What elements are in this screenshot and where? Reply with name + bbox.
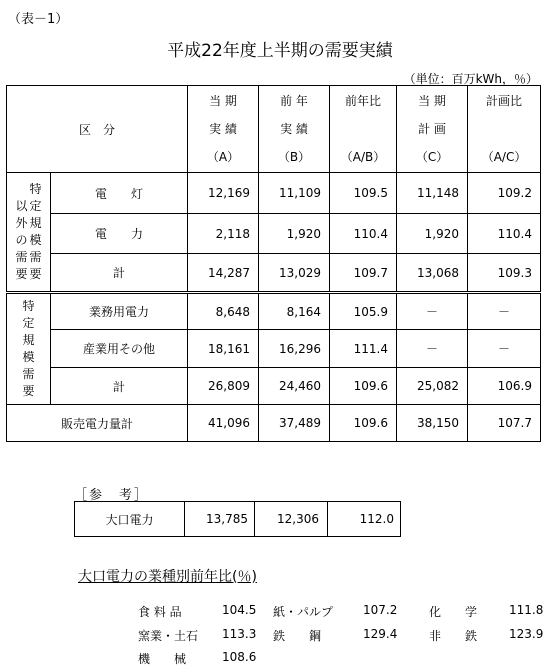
- cell-ac: －: [468, 330, 541, 368]
- cell-ac: 109.2: [468, 173, 541, 214]
- cell-b: 1,920: [259, 214, 330, 254]
- ref-ab: 112.0: [328, 502, 401, 537]
- header-prev: 前 年 実 績 （B）: [259, 86, 330, 173]
- cell-a: 18,161: [188, 330, 259, 368]
- table-row: [7, 173, 541, 214]
- industry-heading: 大口電力の業種別前年比(％): [78, 569, 257, 585]
- table-row: [75, 502, 401, 537]
- header-plan-ratio: 計画比 （A/C）: [468, 86, 541, 173]
- cell-b: 16,296: [259, 330, 330, 368]
- industry-value: 108.6: [222, 650, 257, 664]
- cell-c: 38,150: [397, 405, 468, 442]
- industry-value: 129.4: [363, 627, 398, 641]
- cell-a: 14,287: [188, 254, 259, 293]
- table-row: [7, 254, 541, 293]
- industry-name: 機 械: [138, 652, 187, 666]
- ref-label: 大口電力: [75, 502, 185, 537]
- cell-ab: 109.5: [330, 173, 397, 214]
- cell-b: 11,109: [259, 173, 330, 214]
- industry-name: 紙・パルプ: [273, 605, 334, 619]
- cell-ab: 109.7: [330, 254, 397, 293]
- cell-ab: 105.9: [330, 293, 397, 330]
- table-row: [7, 368, 541, 405]
- industry-name: 鉄 鋼: [273, 629, 322, 643]
- cell-ac: 109.3: [468, 254, 541, 293]
- industry-name: 非 鉄: [429, 629, 478, 643]
- row-label: 業務用電力: [51, 293, 188, 330]
- industry-name: 窯業・土石: [138, 629, 199, 643]
- table-row: [7, 293, 541, 330]
- industry-value: 123.9: [509, 627, 544, 641]
- industry-name: 食 料 品: [138, 605, 182, 619]
- table-row: [7, 330, 541, 368]
- demand-table: [6, 85, 541, 442]
- row-label: 計: [51, 368, 188, 405]
- cell-ab: 110.4: [330, 214, 397, 254]
- unit-note: （単位：百万kWh，％）: [403, 72, 538, 86]
- table-tag: （表－1）: [8, 12, 69, 27]
- cell-a: 2,118: [188, 214, 259, 254]
- cell-a: 12,169: [188, 173, 259, 214]
- cell-ab: 109.6: [330, 405, 397, 442]
- header-category: 区 分: [7, 86, 188, 173]
- cell-ac: 107.7: [468, 405, 541, 442]
- cell-c: －: [397, 330, 468, 368]
- cell-b: 13,029: [259, 254, 330, 293]
- cell-b: 37,489: [259, 405, 330, 442]
- cell-ac: 110.4: [468, 214, 541, 254]
- cell-ac: 106.9: [468, 368, 541, 405]
- cell-a: 8,648: [188, 293, 259, 330]
- cell-ab: 111.4: [330, 330, 397, 368]
- cell-c: 11,148: [397, 173, 468, 214]
- row-label: 販売電力量計: [7, 405, 188, 442]
- header-yoy: 前年比 （A/B）: [330, 86, 397, 173]
- cell-a: 41,096: [188, 405, 259, 442]
- table-row-total: [7, 405, 541, 442]
- cell-b: 24,460: [259, 368, 330, 405]
- industry-name: 化 学: [429, 605, 478, 619]
- ref-b: 12,306: [255, 502, 328, 537]
- ref-a: 13,785: [185, 502, 255, 537]
- table-row: [7, 214, 541, 254]
- cell-c: －: [397, 293, 468, 330]
- industry-value: 107.2: [363, 603, 398, 617]
- cell-b: 8,164: [259, 293, 330, 330]
- cell-c: 25,082: [397, 368, 468, 405]
- table-header-row: [7, 86, 541, 173]
- industry-value: 113.3: [222, 627, 257, 641]
- reference-heading: ［参 考］: [74, 488, 150, 503]
- cell-ab: 109.6: [330, 368, 397, 405]
- header-current: 当 期 実 績 （A）: [188, 86, 259, 173]
- cell-c: 13,068: [397, 254, 468, 293]
- cell-c: 1,920: [397, 214, 468, 254]
- group2-label: 特 定 規 模 需 要: [7, 293, 51, 405]
- header-plan: 当 期 計 画 （C）: [397, 86, 468, 173]
- cell-a: 26,809: [188, 368, 259, 405]
- row-label: 電 灯: [51, 173, 188, 214]
- industry-value: 104.5: [222, 603, 257, 617]
- row-label: 計: [51, 254, 188, 293]
- reference-table: [74, 501, 401, 537]
- page-title: 平成22年度上半期の需要実績: [167, 41, 393, 61]
- cell-ac: －: [468, 293, 541, 330]
- row-label: 電 力: [51, 214, 188, 254]
- row-label: 産業用その他: [51, 330, 188, 368]
- industry-value: 111.8: [509, 603, 544, 617]
- group1-label: 以 外 の 需 要 特 定 規 模 需 要: [7, 173, 51, 293]
